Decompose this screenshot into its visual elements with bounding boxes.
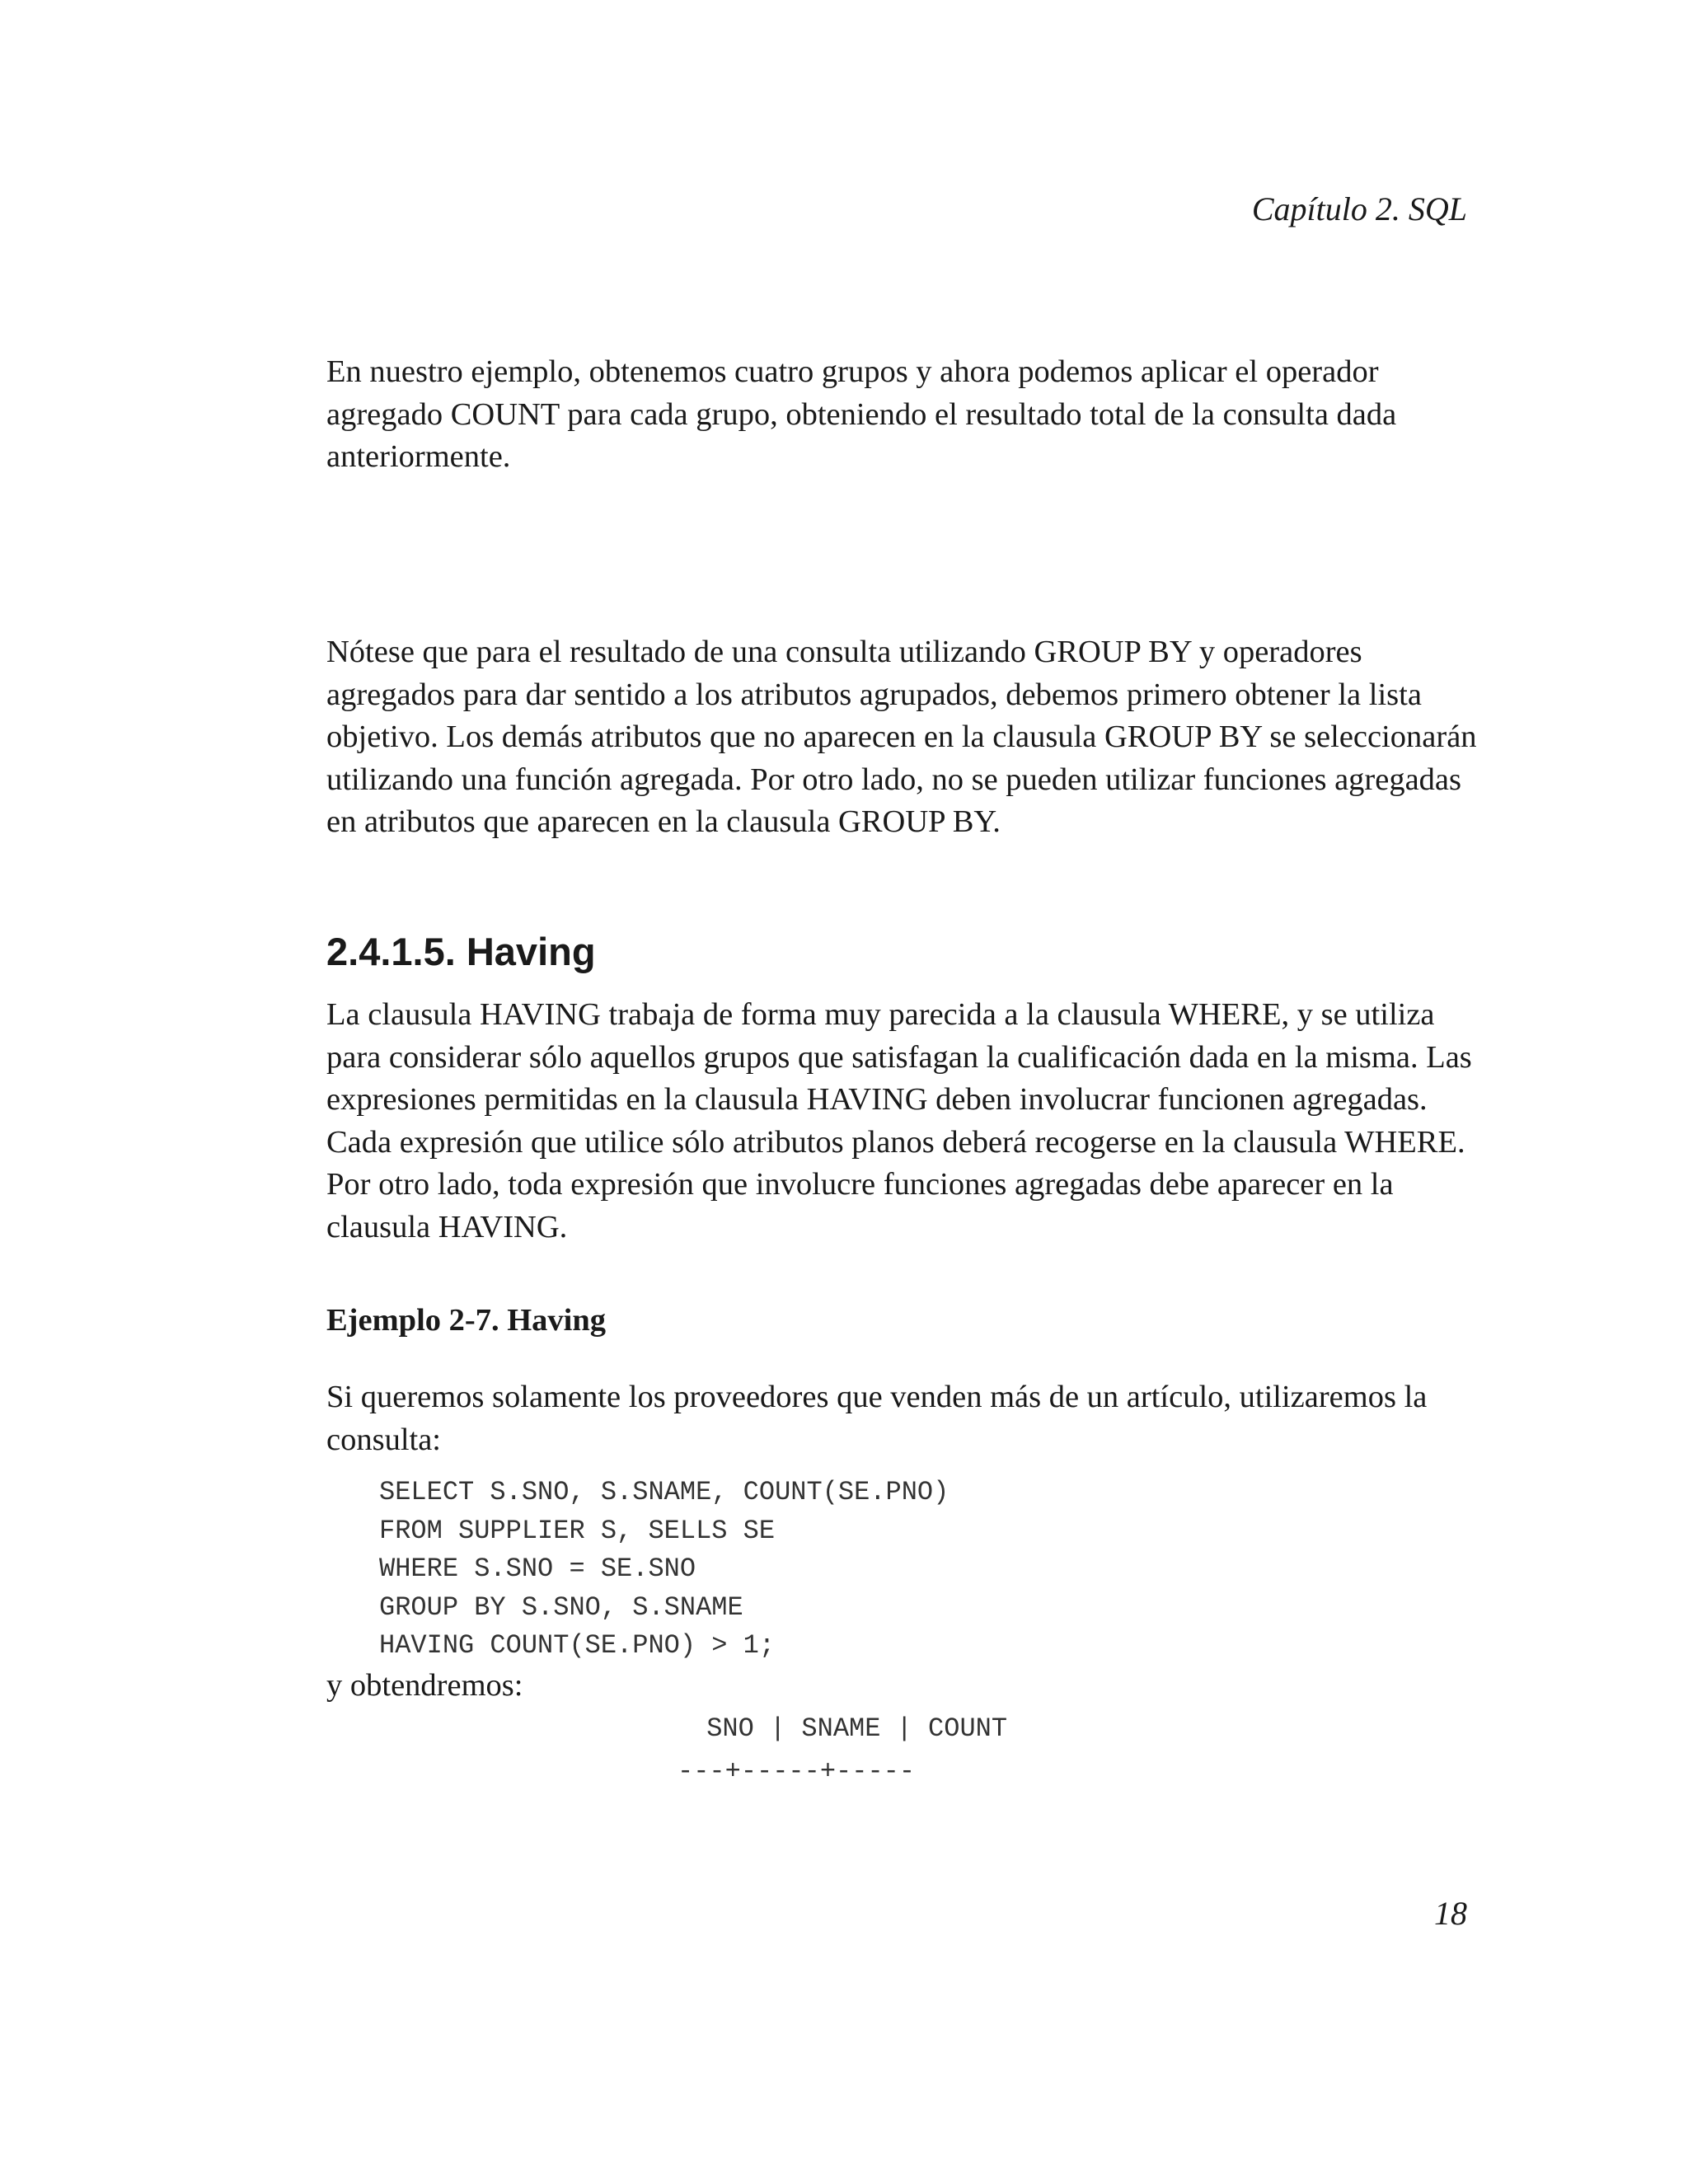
paragraph-example-intro: Si queremos solamente los proveedores que venden más de un artículo, utilizaremos la consulta: — [326, 1380, 1428, 1457]
code-line: GROUP BY S.SNO, S.SNAME — [379, 1591, 743, 1623]
page-number: 18 — [1434, 1895, 1467, 1932]
paragraph-group-by-note: Nótese que para el resultado de una consulta utilizando GROUP BY y operadores agregados para dar sentido a los atributos agrupados, debemos primero obtener la lista objetivo. Los demás atributos que no aparecen en la clausula GROUP BY se seleccionarán utilizando una función agregada. Por otro lado, no se pueden utilizar funciones agregadas en atributos que aparecen en la clausula GROUP BY. — [326, 635, 1477, 839]
code-line: SELECT S.SNO, S.SNAME, COUNT(SE.PNO) — [379, 1477, 950, 1507]
query-result-table — [678, 1708, 1007, 1793]
code-line: HAVING COUNT(SE.PNO) > 1; — [379, 1630, 776, 1661]
code-line: WHERE S.SNO = SE.SNO — [379, 1554, 696, 1584]
result-header-row: SNO | SNAME | COUNT — [691, 1713, 1008, 1744]
result-intro: y obtendremos: — [326, 1668, 523, 1703]
running-header: Capítulo 2. SQL — [1251, 190, 1467, 227]
code-line: FROM SUPPLIER S, SELLS SE — [379, 1515, 776, 1546]
paragraph-group-count: En nuestro ejemplo, obtenemos cuatro grupos y ahora podemos aplicar el operador agregado COUNT para cada grupo, obteniendo el resultado total de la consulta dada anteriormente. — [326, 354, 1397, 474]
paragraph-having-description: La clausula HAVING trabaja de forma muy parecida a la clausula WHERE, y se utiliza para considerar sólo aquellos grupos que satisfagan la cualificación dada en la misma. Las expresiones permitidas en la clausula HAVING deben involucrar funcionen agregadas. Cada expresión que utilice sólo atributos planos deberá recogerse en la clausula WHERE. Por otro lado, toda expresión que involucre funciones agregadas debe aparecer en la clausula HAVING. — [326, 997, 1472, 1244]
section-heading: 2.4.1.5. Having — [326, 930, 596, 973]
result-separator-row: ---+-----+----- — [678, 1756, 916, 1787]
example-title: Ejemplo 2-7. Having — [326, 1303, 607, 1338]
sql-code-block — [379, 1474, 949, 1666]
